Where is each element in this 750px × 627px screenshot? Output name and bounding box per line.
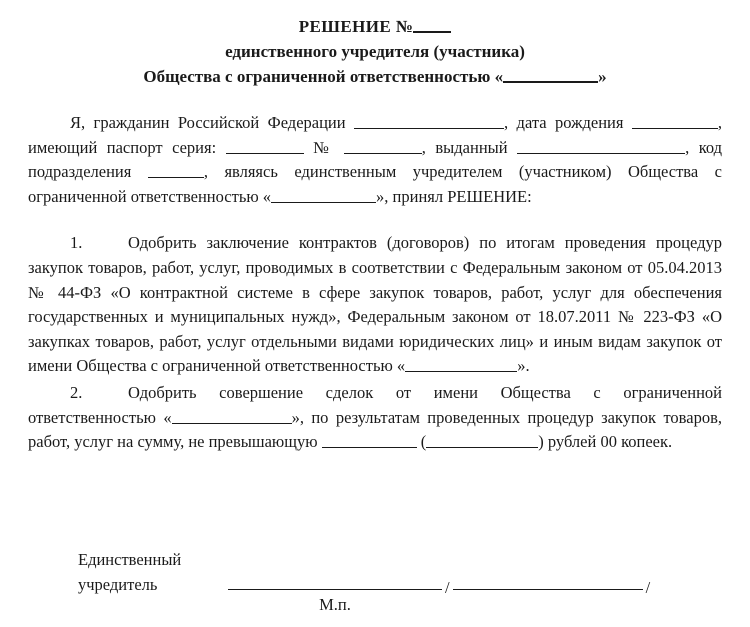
preamble-text-2: , дата рождения bbox=[504, 113, 624, 132]
heading-line-decision-number bbox=[28, 14, 722, 39]
heading-company-suffix: » bbox=[598, 67, 607, 86]
spacer-after-preamble bbox=[28, 209, 722, 231]
blank-company-name-clause-2[interactable] bbox=[172, 407, 292, 423]
clause-2-text-4: ) рублей 00 копеек. bbox=[538, 432, 673, 452]
preamble-text-7: , bbox=[685, 137, 690, 157]
signature-role-line-2: учредитель bbox=[78, 574, 158, 594]
preamble-text-8: код подразделения bbox=[28, 137, 723, 182]
clause-1-text-2: ». bbox=[517, 356, 530, 376]
heading-decision-label: РЕШЕНИЕ № bbox=[298, 17, 414, 36]
preamble-text-6: , выданный bbox=[421, 137, 508, 157]
paragraph-clause-2 bbox=[28, 381, 722, 455]
signature-row bbox=[28, 548, 722, 618]
clause-2-text-2: », по результатам проведенных процедур закупок товаров, работ, услуг на сумму, не превышающую bbox=[28, 407, 722, 452]
blank-decision-number[interactable] bbox=[413, 15, 451, 33]
preamble-text-9: , являясь единственным учредителем (участником) Общества с ограниченной ответственностью « bbox=[28, 162, 723, 206]
paragraph-clause-1 bbox=[28, 231, 722, 379]
signature-separator-1: / bbox=[445, 578, 450, 597]
preamble-text-1: Я, гражданин Российской Федерации bbox=[70, 113, 346, 132]
signature-block bbox=[28, 548, 722, 618]
blank-passport-series[interactable] bbox=[226, 137, 304, 153]
signature-separator-2: / bbox=[645, 578, 651, 597]
paragraph-preamble bbox=[28, 111, 722, 209]
heading-line-founder: единственного учредителя (участника) bbox=[225, 42, 525, 61]
clause-2-text-1: Одобрить совершение сделок от имени Общества с ограниченной ответственностью « bbox=[28, 382, 722, 427]
signature-role-label bbox=[28, 548, 228, 597]
blank-company-name-clause-1[interactable] bbox=[405, 356, 517, 372]
signature-role-line-1: Единственный bbox=[78, 550, 182, 569]
heading-company-prefix: Общества с ограниченной ответственностью « bbox=[143, 67, 504, 86]
blank-passport-issued-by[interactable] bbox=[517, 137, 685, 153]
signature-lines-row bbox=[228, 578, 722, 597]
clause-1-number: 1. bbox=[70, 233, 83, 253]
blank-company-name-preamble[interactable] bbox=[271, 187, 376, 203]
heading-line-company bbox=[28, 64, 722, 89]
document-body bbox=[28, 111, 722, 455]
clause-1-text-1: Одобрить заключение контрактов (договоров) по итогам проведения процедур закупок товаров, работ, услуг, проводимых в соответствии с Федеральным законом от 05.04.2013 № 44-ФЗ «О контрактной системе в сфере закупок товаров, работ, услуг для обеспечения государственных и муниципальных нужд», Федеральным законом от 18.07.2011 № 223-ФЗ «О закупках товаров, работ, услуг отдельными видами юридических лиц» и иным видам закупок от имени Общества с ограниченной ответственностью « bbox=[28, 233, 722, 376]
signature-fields bbox=[228, 548, 722, 618]
blank-company-name-heading[interactable] bbox=[503, 65, 598, 83]
blank-signatory-name[interactable] bbox=[453, 588, 643, 590]
blank-citizen-name[interactable] bbox=[354, 113, 504, 129]
blank-division-code[interactable] bbox=[148, 162, 204, 178]
blank-passport-number[interactable] bbox=[344, 137, 422, 153]
document-heading bbox=[28, 0, 722, 89]
stamp-mark-label: М.п. bbox=[319, 595, 351, 614]
preamble-text-4: имеющий паспорт серия: bbox=[28, 137, 217, 157]
preamble-text-5: № bbox=[313, 137, 335, 157]
blank-signature[interactable] bbox=[228, 588, 442, 590]
blank-amount-words[interactable] bbox=[426, 432, 538, 448]
blank-birth-date[interactable] bbox=[632, 113, 718, 129]
clause-2-text-3: ( bbox=[420, 432, 427, 452]
preamble-text-10: », принял РЕШЕНИЕ: bbox=[376, 186, 532, 206]
clause-2-number: 2. bbox=[70, 382, 83, 402]
preamble-text-3: , bbox=[717, 113, 723, 132]
blank-amount-digits[interactable] bbox=[322, 432, 417, 448]
